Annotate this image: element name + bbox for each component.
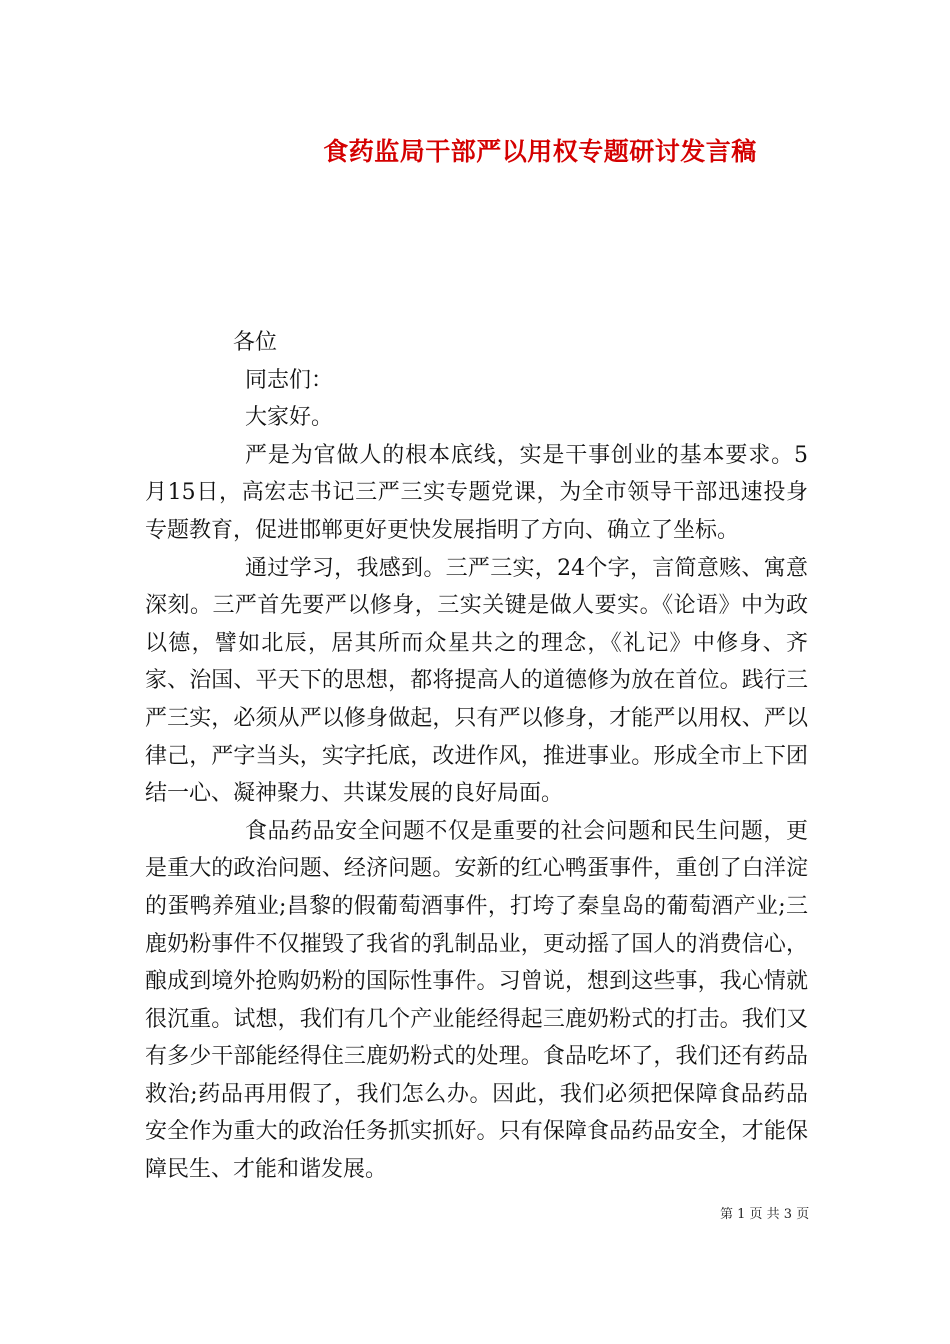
page-number-footer: 第 1 页 共 3 页: [720, 1207, 810, 1222]
body-paragraph: 食品药品安全问题不仅是重要的社会问题和民生问题，更是重大的政治问题、经济问题。安新的红心鸭蛋事件，重创了白洋淀的蛋鸭养殖业;昌黎的假葡萄酒事件，打垮了秦皇岛的葡萄酒产业;三鹿奶粉事件不仅摧毁了我省的乳制品业，更动摇了国人的消费信心，酿成到境外抢购奶粉的国际性事件。习曾说，想到这些事，我心情就很沉重。试想，我们有几个产业能经得起三鹿奶粉式的打击。我们又有多少干部能经得住三鹿奶粉式的处理。食品吃坏了，我们还有药品救治;药品再用假了，我们怎么办。因此，我们必须把保障食品药品安全作为重大的政治任务抓实抓好。只有保障食品药品安全，才能保障民生、才能和谐发展。: [145, 818, 808, 1183]
salutation-line: 同志们：: [245, 367, 334, 393]
body-paragraph: 通过学习，我感到。三严三实，24个字，言简意赅、寓意深刻。三严首先要严以修身，三实关键是做人要实。《论语》中为政以德，譬如北辰，居其所而众星共之的理念，《礼记》中修身、齐家、治国、平天下的思想，都将提高人的道德修为放在首位。践行三严三实，必须从严以修身做起，只有严以修身，才能严以用权、严以律己，严字当头，实字托底，改进作风，推进事业。形成全市上下团结一心、凝神聚力、共谋发展的良好局面。: [145, 555, 808, 807]
salutation-line: 大家好。: [245, 405, 334, 431]
body-paragraph: 严是为官做人的根本底线，实是干事创业的基本要求。5月15日，高宏志书记三严三实专题党课，为全市领导干部迅速投身专题教育，促进邯郸更好更快发展指明了方向、确立了坐标。: [145, 442, 808, 543]
salutation-line: 各位: [233, 330, 278, 355]
document-title: 食药监局干部严以用权专题研讨发言稿: [323, 137, 757, 166]
document-body: [145, 324, 808, 1189]
